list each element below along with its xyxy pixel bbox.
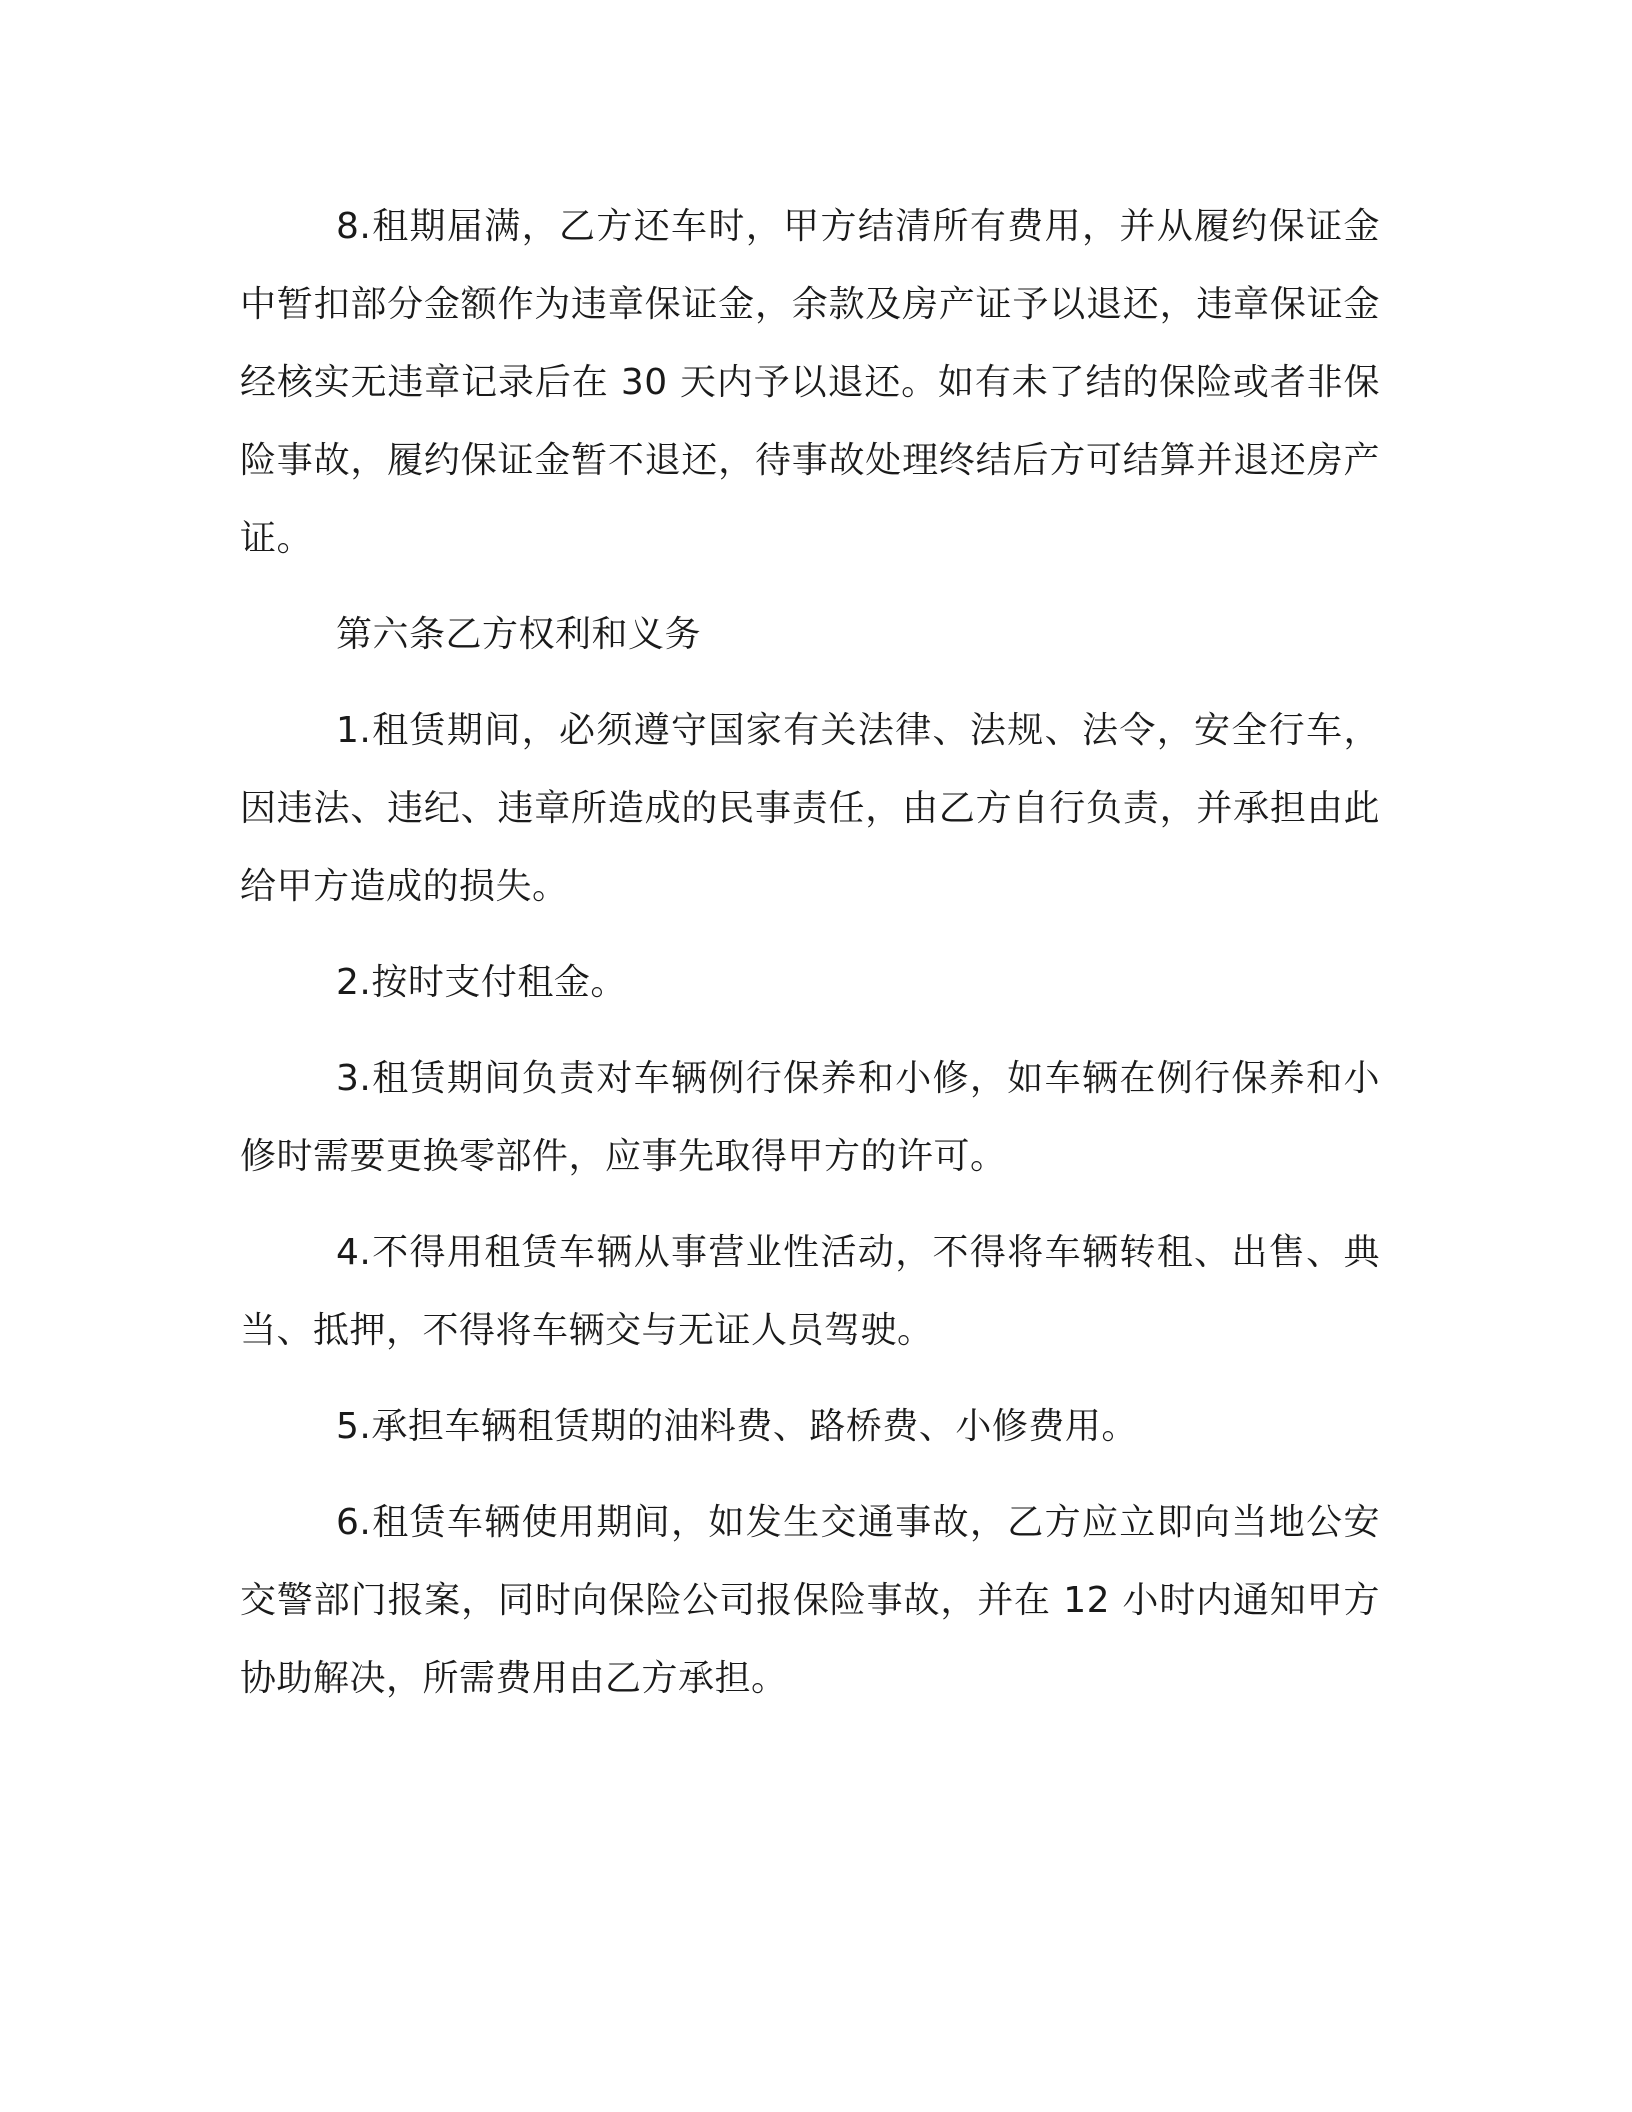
paragraph-item-5: 5.承担车辆租赁期的油料费、路桥费、小修费用。: [336, 1406, 1138, 1447]
paragraph-clause-8: 8.租期届满，乙方还车时，甲方结清所有费用，并从履约保证金中暂扣部分金额作为违章保证金，余款及房产证予以退还，违章保证金经核实无违章记录后在 30 天内予以退还。如有未了结的保险或者非保险事故，履约保证金暂不退还，待事故处理终结后方可结算并退还房产证。: [240, 206, 1380, 559]
paragraph-item-6: 6.租赁车辆使用期间，如发生交通事故，乙方应立即向当地公安交警部门报案，同时向保险公司报保险事故，并在 12 小时内通知甲方协助解决，所需费用由乙方承担。: [240, 1502, 1380, 1699]
paragraph-item-1: 1.租赁期间，必须遵守国家有关法律、法规、法令，安全行车，因违法、违纪、违章所造成的民事责任，由乙方自行负责，并承担由此给甲方造成的损失。: [240, 710, 1380, 907]
paragraph-item-2: 2.按时支付租金。: [336, 962, 627, 1003]
paragraph-item-3: 3.租赁期间负责对车辆例行保养和小修，如车辆在例行保养和小修时需要更换零部件，应事先取得甲方的许可。: [240, 1058, 1380, 1177]
document-body: [240, 188, 1380, 1718]
paragraph-item-4: 4.不得用租赁车辆从事营业性活动，不得将车辆转租、出售、典当、抵押，不得将车辆交与无证人员驾驶。: [240, 1232, 1380, 1351]
section-heading-article-6: 第六条乙方权利和义务: [336, 614, 702, 655]
